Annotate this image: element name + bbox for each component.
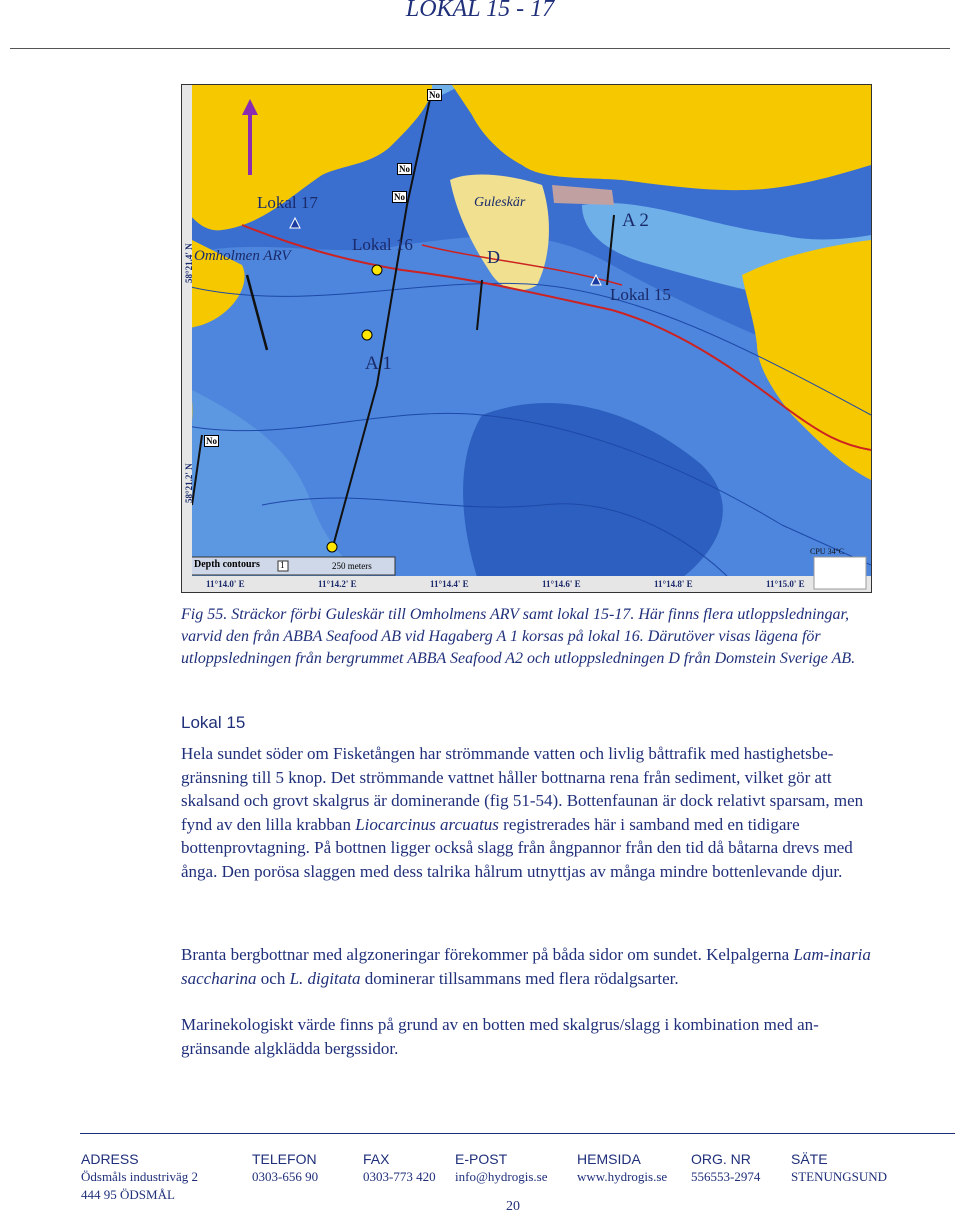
legend-title: Depth contours <box>194 559 260 570</box>
legend-value: 1 <box>280 560 285 570</box>
label-lokal16: Lokal 16 <box>352 235 413 254</box>
page-number: 20 <box>506 1199 520 1214</box>
paragraph-2 <box>181 943 871 990</box>
buoy-marker-icon <box>327 542 337 552</box>
lon-label: 11°14.8' E <box>654 579 693 589</box>
footer-seat <box>791 1150 887 1186</box>
footer-email <box>455 1150 548 1186</box>
label-omholmen: Omholmen ARV <box>194 248 291 264</box>
label-lokal17: Lokal 17 <box>257 193 318 212</box>
paragraph-1 <box>181 742 871 883</box>
inset-box <box>814 557 866 589</box>
no-marker: No <box>394 192 405 202</box>
footer-phone-label: TELEFON <box>252 1151 317 1167</box>
footer-fax-value: 0303-773 420 <box>363 1169 436 1184</box>
footer-address-label: ADRESS <box>81 1151 139 1167</box>
footer-web-label: HEMSIDA <box>577 1151 641 1167</box>
lon-label: 11°15.0' E <box>766 579 805 589</box>
species-name: Lam-inaria saccharina <box>181 945 871 988</box>
footer-address-line1: Ödsmåls industriväg 2 <box>81 1169 198 1184</box>
lat-label: 58°21.2' N <box>184 463 194 503</box>
footer-seat-label: SÄTE <box>791 1151 828 1167</box>
footer-org <box>691 1150 760 1186</box>
paragraph-1-text: Hela sundet söder om Fisketången har strömmande vatten och livlig båttrafik med hastighetsbe-gränsning till 5 knop. Det strömmande vattnet håller bottnarna rena från sediment, vilket gör att skalsand och grovt skalgrus är dominerande (fig 51-54). Bottenfaunan är dock relativt sparsam, men fynd av den lilla krabban <box>181 744 864 834</box>
footer-fax-label: FAX <box>363 1151 390 1167</box>
footer-address <box>81 1150 198 1204</box>
footer-web <box>577 1150 667 1186</box>
footer-seat-value: STENUNGSUND <box>791 1169 888 1184</box>
paragraph-2-text-end: dominerar tillsammans med flera rödalgsarter. <box>360 968 679 988</box>
paragraph-1-text-end: registrerades här i samband med en tidigare bottenprovtagning. På bottnen ligger också slagg från ångpannor från den tid då båtarna drevs med ånga. Den porösa slaggen med dess talrika hålrum utnyttjas av många mindre bottenlevande djur. <box>181 814 853 881</box>
footer-divider <box>80 1133 955 1134</box>
paragraph-2-text-mid: och <box>256 968 290 988</box>
lon-label: 11°14.4' E <box>430 579 469 589</box>
map-graphic <box>182 85 871 592</box>
paragraph-2-text: Branta bergbottnar med algzoneringar förekommer på båda sidor om sundet. Kelpalgerna <box>181 945 794 964</box>
label-a2: A 2 <box>622 210 649 231</box>
footer-email-label: E-POST <box>455 1151 508 1167</box>
no-marker: No <box>206 436 217 446</box>
no-marker: No <box>399 164 410 174</box>
footer-email-value[interactable]: info@hydrogis.se <box>455 1169 548 1184</box>
label-a1: A 1 <box>365 353 392 374</box>
footer-org-label: ORG. NR <box>691 1151 751 1167</box>
footer-phone <box>252 1150 318 1186</box>
lat-label: 58°21.4' N <box>184 243 194 283</box>
label-guleskar: Guleskär <box>474 195 526 210</box>
figure-caption: Fig 55. Sträckor förbi Guleskär till Omholmens ARV samt lokal 15-17. Här finns flera utloppsledningar, varvid den från ABBA Seafood AB vid Hagaberg A 1 korsas på lokal 16. Därutöver visas lägena för utloppsledningen från bergrummet ABBA Seafood A2 och utloppsledningen D från Domstein Sverige AB. <box>181 606 856 667</box>
nautical-map <box>181 84 872 593</box>
page-title: LOKAL 15 - 17 <box>405 0 555 22</box>
header-divider <box>10 48 950 49</box>
lon-label: 11°14.0' E <box>206 579 245 589</box>
footer-phone-value: 0303-656 90 <box>252 1169 319 1184</box>
footer-address-line2: 444 95 ÖDSMÅL <box>81 1187 175 1202</box>
label-lokal15: Lokal 15 <box>610 285 671 304</box>
no-marker: No <box>429 90 440 100</box>
buoy-marker-icon <box>362 330 372 340</box>
species-name: L. digitata <box>289 968 361 988</box>
section-heading: Lokal 15 <box>181 713 246 732</box>
footer-web-value[interactable]: www.hydrogis.se <box>577 1169 668 1184</box>
label-d: D <box>487 247 500 267</box>
footer-org-value: 556553-2974 <box>691 1169 761 1184</box>
scale-bar-label: 250 meters <box>332 561 372 571</box>
footer-fax <box>363 1150 436 1186</box>
paragraph-3: Marinekologiskt värde finns på grund av en botten med skalgrus/slagg i kombination med an-gränsande algklädda bergssidor. <box>181 1015 819 1058</box>
buoy-marker-icon <box>372 265 382 275</box>
cpu-readout: CPU 34°C <box>810 547 845 556</box>
species-name: Liocarcinus arcuatus <box>355 814 499 834</box>
lon-label: 11°14.2' E <box>318 579 357 589</box>
lon-label: 11°14.6' E <box>542 579 581 589</box>
